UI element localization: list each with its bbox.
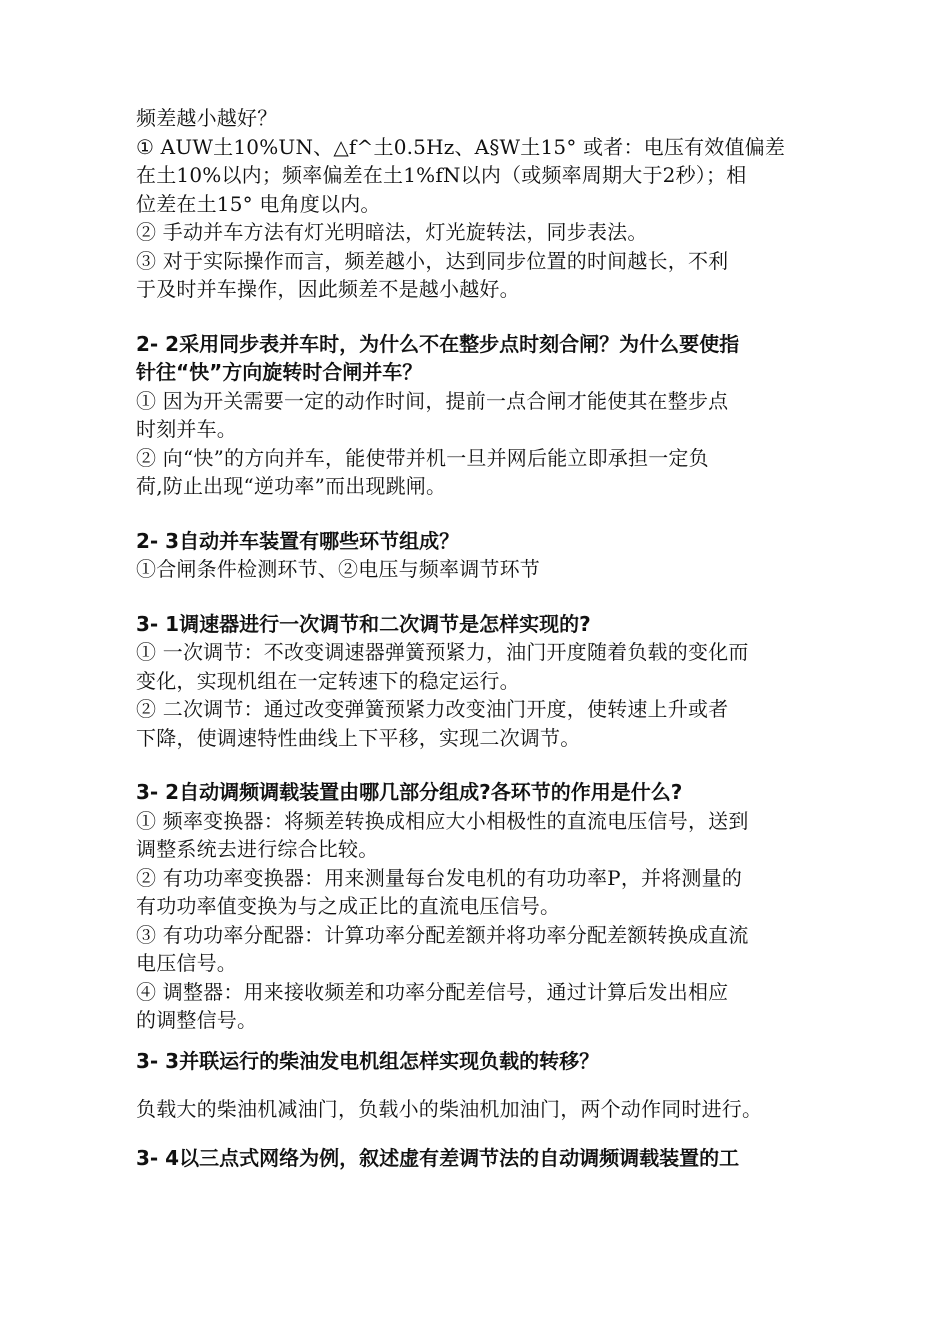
answer-2-2-line: 荷,防止出现“逆功率”而出现跳闸。 [136,474,447,498]
answer-2-2-line: 时刻并车。 [136,417,237,441]
answer-3-1-line: ② 二次调节：通过改变弹簧预紧力改变油门开度，使转速上升或者 [136,697,729,721]
answer-2-2-line: ① 因为开关需要一定的动作时间，提前一点合闸才能使其在整步点 [136,388,729,413]
answer-3-2-line: ④ 调整器：用来接收频差和功率分配差信号，通过计算后发出相应 [136,979,729,1004]
intro-answer-line: 位差在土15° 电角度以内。 [136,191,381,216]
question-2-2: 2- 2采用同步表并车时，为什么不在整步点时刻合闸？为什么要使指 [136,331,740,356]
answer-3-1-line: ① 一次调节：不改变调速器弹簧预紧力，油门开度随着负载的变化而 [136,640,749,664]
answer-3-2-line: ① 频率变换器：将频差转换成相应大小相极性的直流电压信号，送到 [136,808,749,833]
question-2-2: 针往“快”方向旋转时合闸并车？ [136,360,423,384]
intro-answer-line: 在土10%以内；频率偏差在土1%fN以内（或频率周期大于2秒）；相 [136,163,747,187]
question-3-2: 3- 2自动调频调载装置由哪几部分组成?各环节的作用是什么? [136,780,683,804]
intro-answer-line: 于及时并车操作，因此频差不是越小越好。 [136,277,520,301]
intro-answer-line: ① AUW土10%UN、△f^土0.5Hz、A§W土15° 或者：电压有效值偏差 [136,134,786,159]
question-3-3: 3- 3并联运行的柴油发电机组怎样实现负载的转移？ [136,1048,600,1073]
answer-3-2-line: 电压信号。 [136,951,237,975]
document-page [136,104,826,1172]
intro-answer-line: ② 手动并车方法有灯光明暗法，灯光旋转法，同步表法。 [136,220,648,244]
answer-2-2-line: ② 向“快”的方向并车，能使带并机一旦并网后能立即承担一定负 [136,445,709,470]
answer-3-2-line: ② 有功功率变换器：用来测量每台发电机的有功功率P，并将测量的 [136,865,743,890]
answer-3-2-line: ③ 有功功率分配器：计算功率分配差额并将功率分配差额转换成直流 [136,922,749,947]
question-3-4: 3- 4以三点式网络为例，叙述虚有差调节法的自动调频调载装置的工 [136,1145,740,1170]
answer-3-3: 负载大的柴油机减油门，负载小的柴油机加油门，两个动作同时进行。 [136,1097,763,1121]
question-3-1: 3- 1调速器进行一次调节和二次调节是怎样实现的? [136,611,591,636]
answer-3-2-line: 调整系统去进行综合比较。 [136,837,379,861]
answer-2-3: ①合闸条件检测环节、②电压与频率调节环节 [136,557,540,581]
answer-3-1-line: 下降，使调速特性曲线上下平移，实现二次调节。 [136,725,581,750]
intro-question: 频差越小越好？ [136,106,278,130]
intro-answer-line: ③ 对于实际操作而言，频差越小，达到同步位置的时间越长，不利 [136,248,729,273]
answer-3-2-line: 的调整信号。 [136,1008,258,1032]
question-2-3: 2- 3自动并车装置有哪些环节组成？ [136,528,460,553]
answer-3-1-line: 变化，实现机组在一定转速下的稳定运行。 [136,668,520,693]
answer-3-2-line: 有功功率值变换为与之成正比的直流电压信号。 [136,894,561,918]
